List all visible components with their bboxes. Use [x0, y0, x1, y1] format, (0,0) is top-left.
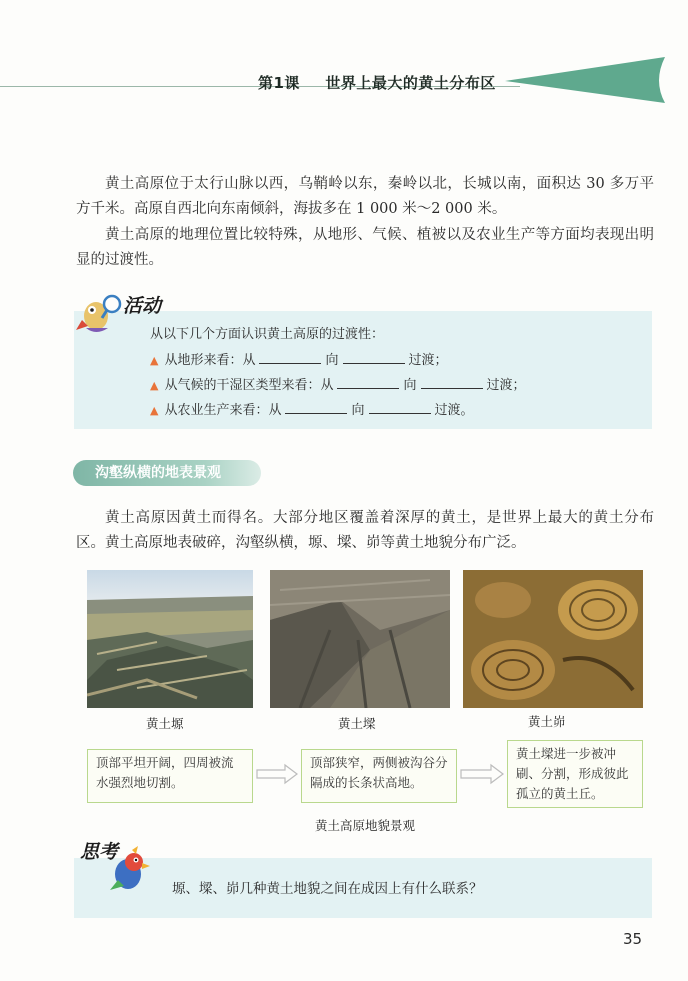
intro-paragraph-1: 黄土高原位于太行山脉以西，乌鞘岭以东，秦岭以北，长城以南，面积达 30 多万平方千米。高原自西北向东南倾斜，海拔多在 1 000 米～2 000 米。: [76, 176, 654, 217]
activity-item: ▲ 从农业生产来看：从 向 过渡。: [150, 403, 474, 418]
lesson-title: 世界上最大的黄土分布区: [325, 74, 496, 92]
section-paragraph: 黄土高原因黄土而得名。大部分地区覆盖着深厚的黄土，是世界上最大的黄土分布区。黄土高原地表破碎，沟壑纵横，塬、墚、峁等黄土地貌分布广泛。: [76, 510, 654, 551]
answer-blank[interactable]: [421, 376, 483, 389]
loess-tableland-photo: [87, 570, 253, 708]
activity-item: ▲ 从地形来看：从 向 过渡；: [150, 353, 448, 368]
lesson-number: 第1课: [258, 74, 300, 92]
arrow-right-icon: [255, 763, 299, 785]
answer-blank[interactable]: [285, 401, 347, 414]
photo-caption: 黄土墚: [338, 716, 376, 731]
header-wedge-decoration: [505, 55, 665, 107]
landform-description: 黄土墚进一步被冲刷、分割，形成彼此孤立的黄土丘。: [507, 740, 643, 808]
photo-caption: 黄土峁: [528, 714, 566, 729]
answer-blank[interactable]: [369, 401, 431, 414]
think-question: 塬、墚、峁几种黄土地貌之间在成因上有什么联系？: [172, 881, 483, 897]
triangle-bullet-icon: ▲: [150, 404, 159, 417]
answer-blank[interactable]: [337, 376, 399, 389]
parrot-mascot-icon: [104, 846, 156, 894]
landform-description: 顶部平坦开阔，四周被流水强烈地切割。: [87, 749, 253, 803]
activity-intro: 从以下几个方面认识黄土高原的过渡性：: [150, 327, 385, 342]
think-title: 思考: [80, 841, 119, 863]
triangle-bullet-icon: ▲: [150, 379, 159, 392]
loess-ridge-photo: [270, 570, 450, 708]
section-heading: 沟壑纵横的地表景观: [73, 460, 261, 486]
answer-blank[interactable]: [259, 351, 321, 364]
activity-title: 活动: [123, 295, 162, 317]
activity-item: ▲ 从气候的干湿区类型来看：从 向 过渡；: [150, 378, 526, 393]
answer-blank[interactable]: [343, 351, 405, 364]
page-number: 35: [623, 930, 643, 948]
photo-caption: 黄土塬: [146, 716, 184, 731]
intro-paragraph-2: 黄土高原的地理位置比较特殊，从地形、气候、植被以及农业生产等方面均表现出明显的过渡性。: [76, 227, 654, 268]
landform-description: 顶部狭窄，两侧被沟谷分隔成的长条状高地。: [301, 749, 457, 803]
triangle-bullet-icon: ▲: [150, 354, 159, 367]
arrow-right-icon: [459, 763, 505, 785]
figure-caption: 黄土高原地貌景观: [315, 818, 416, 833]
mascot-magnifier-icon: [74, 290, 126, 338]
lesson-header: [258, 72, 496, 93]
loess-hill-photo: [463, 570, 643, 708]
